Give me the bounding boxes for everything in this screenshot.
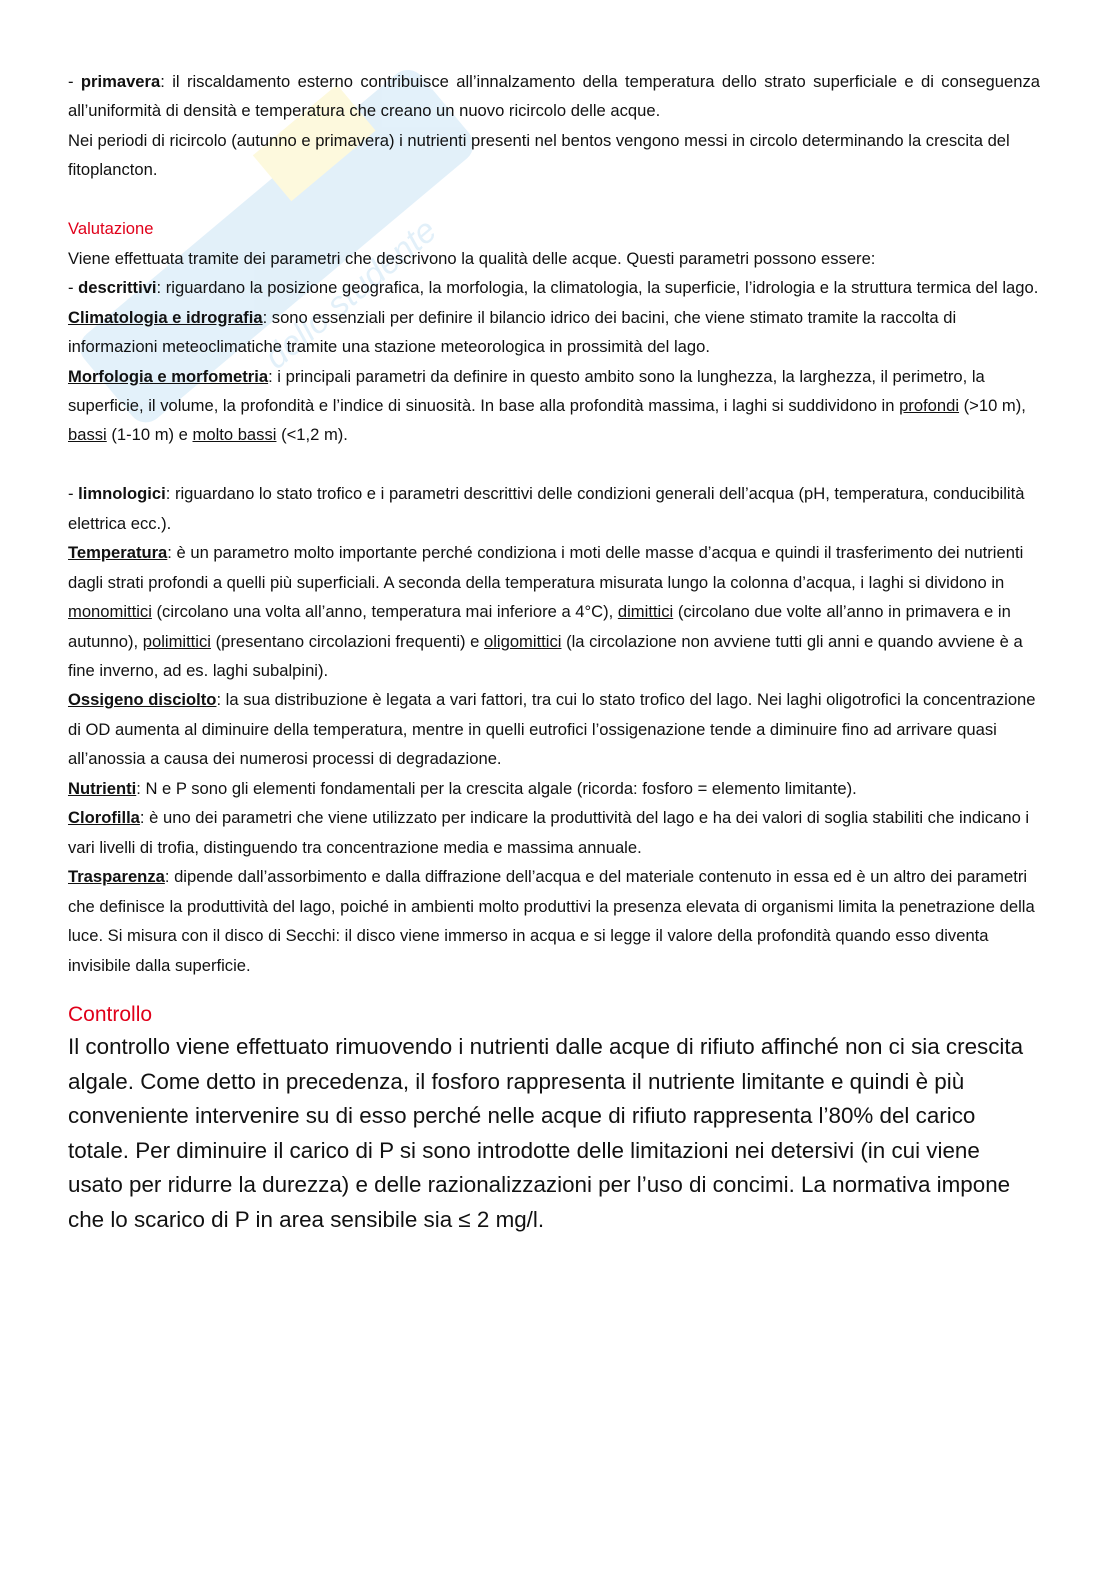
term-oligomittici: oligomittici — [484, 631, 562, 651]
term-primavera: primavera — [80, 72, 161, 91]
paragraph-controllo: Il controllo viene effettuato rimuovendo i nutrienti dalle acque di rifiuto affinché non ci sia crescita algale. Come detto in precedenza, il fosforo rappresenta il nutriente limitante e quindi è più conveniente intervenire su di esso perché nelle acque di rifiuto rappresenta l’80% del carico totale. Per diminuire il carico di P si sono introdotte delle limitazioni nei detersivi (in cui viene usato per ridurre la durezza) e delle razionalizzazioni per l’uso di concimi. La normativa impone che lo scarico di P in area sensibile sia ≤ 2 mg/l. — [68, 1034, 1024, 1232]
text: : dipende dall’assorbimento e dalla diffrazione dell’acqua e del materiale contenuto in essa ed è un altro dei parametri che definisce la produttività del lago, poiché in ambienti molto produttivi la presenza elevata di organismi limita la penetrazione della luce. Si misura con il disco di Secchi: il disco viene immerso in acqua e si legge il valore della profondità quando esso diventa invisibile dalla superficie. — [68, 867, 1035, 975]
term-morfologia: Morfologia e morfometria — [68, 366, 269, 386]
paragraph-ricircolo: Nei periodi di ricircolo (autunno e primavera) i nutrienti presenti nel bentos vengono messi in circolo determinando la crescita del fitoplancton. — [68, 130, 1010, 180]
text: : è un parametro molto importante perché condiziona i moti delle masse d’acqua e quindi il trasferimento dei nutrienti dagli strati profondi a quelli più superficiali. A seconda della temperatura misurata lungo la colonna d’acqua, i laghi si dividono in — [68, 543, 1024, 592]
text: (<1,2 m). — [276, 425, 348, 445]
text: : la sua distribuzione è legata a vari fattori, tra cui lo stato trofico del lago. Nei laghi oligotrofici la concentrazione di OD aumenta al diminuire della temperatura, mentre in quelli eutrofici l’ossigenazione tende a diminuire fino ad arrivare quasi all’anossia a causa dei numerosi processi di degradazione. — [68, 690, 1036, 769]
heading-valutazione: Valutazione — [68, 219, 154, 239]
term-ossigeno: Ossigeno disciolto — [68, 690, 217, 710]
text: : riguardano lo stato trofico e i parametri descrittivi delle condizioni generali dell’acqua (pH, temperatura, conducibilità elettrica ecc.). — [68, 484, 1025, 533]
paragraph-primavera — [68, 67, 1040, 126]
document-page — [68, 67, 1040, 1237]
term-bassi: bassi — [68, 425, 107, 445]
term-trasparenza: Trasparenza — [68, 867, 165, 887]
dash: - — [68, 278, 79, 298]
paragraph-climatologia — [68, 303, 1040, 362]
term-monomittici: monomittici — [68, 602, 152, 622]
dash: - — [68, 72, 81, 91]
paragraph-descrittivi — [68, 273, 1040, 302]
text: (presentano circolazioni frequenti) e — [210, 631, 484, 651]
text: (>10 m), — [959, 395, 1026, 415]
svg-text:dello studente: dello studente — [257, 211, 444, 377]
text: : il riscaldamento esterno contribuisce all’innalzamento della temperatura dello strato superficiale e di conseguenza all’uniformità di densità e temperatura che creano un nuovo ricircolo delle acque. — [68, 72, 1040, 121]
text: : i principali parametri da definire in questo ambito sono la lunghezza, la larghezza, il perimetro, la superficie, il volume, la profondità e l’indice di sinuosità. In base alla profondità massima, i laghi si suddividono in — [68, 366, 985, 415]
paragraph-trasparenza — [68, 862, 1040, 980]
text: (1-10 m) e — [106, 425, 193, 445]
term-climatologia: Climatologia e idrografia — [68, 307, 263, 327]
text: : riguardano la posizione geografica, la morfologia, la climatologia, la superficie, l’idrologia e la struttura termica del lago. — [156, 278, 1039, 298]
text: (circolano due volte all’anno in primavera e in autunno), — [68, 602, 1011, 651]
text: : sono essenziali per definire il bilancio idrico dei bacini, che viene stimato tramite la raccolta di informazioni meteoclimatiche tramite una stazione meteorologica in prossimità del lago. — [68, 307, 957, 357]
paragraph-temperatura — [68, 538, 1040, 685]
term-polimittici: polimittici — [142, 631, 211, 651]
paragraph-ossigeno — [68, 685, 1040, 773]
term-clorofilla: Clorofilla — [68, 808, 140, 828]
text: (la circolazione non avviene tutti gli anni e quando avviene è a fine inverno, ad es. laghi subalpini). — [68, 631, 1023, 681]
term-limnologici: limnologici — [78, 484, 166, 504]
paragraph-nutrienti — [68, 774, 1040, 803]
term-temperatura: Temperatura — [68, 543, 168, 563]
heading-controllo: Controllo — [68, 1003, 153, 1027]
text: (circolano una volta all’anno, temperatura mai inferiore a 4°C), — [151, 602, 618, 622]
paragraph-clorofilla — [68, 803, 1040, 862]
paragraph-limnologici — [68, 479, 1040, 538]
term-profondi: profondi — [899, 395, 960, 415]
paragraph-morfologia — [68, 362, 1040, 450]
term-dimittici: dimittici — [617, 602, 674, 622]
dash: - — [68, 484, 79, 504]
text: : N e P sono gli elementi fondamentali per la crescita algale (ricorda: fosforo = elemento limitante). — [136, 778, 857, 798]
paragraph-valutazione-intro: Viene effettuata tramite dei parametri che descrivono la qualità delle acque. Questi parametri possono essere: — [68, 248, 876, 268]
term-molto-bassi: molto bassi — [192, 425, 277, 445]
term-descrittivi: descrittivi — [78, 278, 157, 298]
text: : è uno dei parametri che viene utilizzato per indicare la produttività del lago e ha dei valori di soglia stabiliti che indicano i vari livelli di trofia, distinguendo tra concentrazione media e massima annuale. — [68, 808, 1030, 857]
term-nutrienti: Nutrienti — [68, 778, 137, 798]
